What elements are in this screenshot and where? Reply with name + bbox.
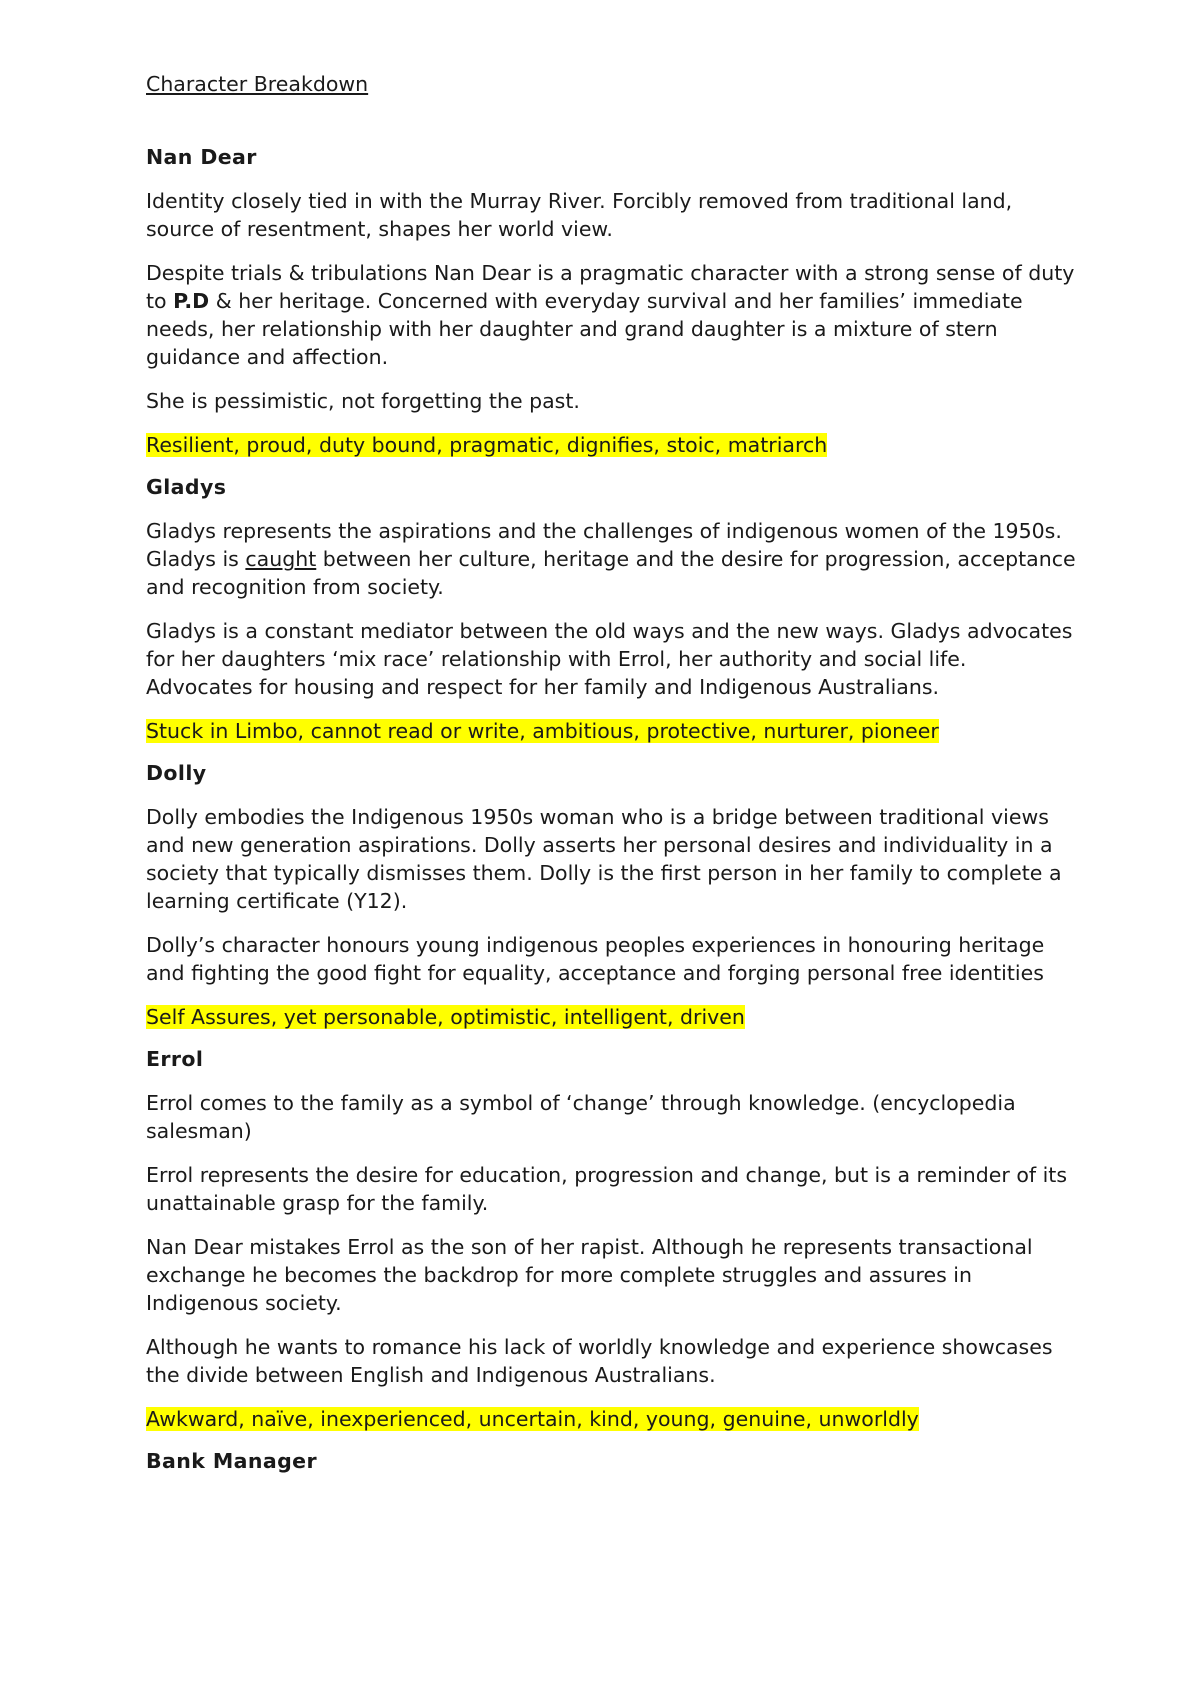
character-paragraph: Errol represents the desire for education, progression and change, but is a reminder of its unattainable grasp for the family. (146, 1163, 1068, 1215)
character-section-gladys (146, 473, 1076, 745)
paragraph-text: Gladys represents the aspirations and the challenges of indigenous women of the 1950s. Gladys is (146, 519, 1062, 571)
underlined-text: caught (245, 547, 317, 571)
character-paragraph: Identity closely tied in with the Murray River. Forcibly removed from traditional land, source of resentment, shapes her world view. (146, 189, 1013, 241)
character-paragraph: Although he wants to romance his lack of worldly knowledge and experience showcases the divide between English and Indigenous Australians. (146, 1335, 1053, 1387)
character-traits (146, 1405, 1076, 1433)
character-paragraph: Gladys is a constant mediator between the old ways and the new ways. Gladys advocates for her daughters ‘mix race’ relationship with Errol, her authority and social life. Advocates for housing and respect for her family and Indigenous Australians. (146, 619, 1073, 699)
paragraph-text: & her heritage. Concerned with everyday survival and her families’ immediate needs, her relationship with her daughter and grand daughter is a mixture of stern guidance and affection. (146, 289, 1023, 369)
character-paragraph (146, 517, 1076, 601)
highlighted-traits: Awkward, naïve, inexperienced, uncertain, kind, young, genuine, unworldly (146, 1407, 919, 1431)
highlighted-traits: Resilient, proud, duty bound, pragmatic, dignifies, stoic, matriarch (146, 433, 828, 457)
character-traits (146, 431, 1076, 459)
character-paragraph: Nan Dear mistakes Errol as the son of her rapist. Although he represents transactional exchange he becomes the backdrop for more complete struggles and assures in Indigenous society. (146, 1235, 1033, 1315)
paragraph-text: between her culture, heritage and the desire for progression, acceptance and recognition from society. (146, 547, 1076, 599)
character-name: Nan Dear (146, 145, 257, 169)
character-section-bank-manager (146, 1447, 1076, 1475)
character-name: Dolly (146, 761, 207, 785)
bold-text: P.D (173, 289, 210, 313)
highlighted-traits: Stuck in Limbo, cannot read or write, ambitious, protective, nurturer, pioneer (146, 719, 939, 743)
character-name: Gladys (146, 475, 227, 499)
character-paragraph: She is pessimistic, not forgetting the past. (146, 389, 580, 413)
document-content (146, 70, 1076, 1491)
character-traits (146, 1003, 1076, 1031)
character-paragraph: Errol comes to the family as a symbol of ‘change’ through knowledge. (encyclopedia salesman) (146, 1091, 1016, 1143)
character-name: Bank Manager (146, 1449, 317, 1473)
character-paragraph (146, 259, 1076, 371)
character-paragraph: Dolly’s character honours young indigenous peoples experiences in honouring heritage and fighting the good fight for equality, acceptance and forging personal free identities (146, 933, 1045, 985)
document-title: Character Breakdown (146, 72, 369, 96)
character-section-nan-dear (146, 143, 1076, 459)
paragraph-text: Despite trials & tribulations Nan Dear is a pragmatic character with a strong sense of duty to (146, 261, 1075, 313)
highlighted-traits: Self Assures, yet personable, optimistic, intelligent, driven (146, 1005, 745, 1029)
character-section-dolly (146, 759, 1076, 1031)
character-section-errol (146, 1045, 1076, 1433)
character-name: Errol (146, 1047, 204, 1071)
character-traits (146, 717, 1076, 745)
character-paragraph: Dolly embodies the Indigenous 1950s woman who is a bridge between traditional views and new generation aspirations. Dolly asserts her personal desires and individuality in a society that typically dismisses them. Dolly is the first person in her family to complete a learning certificate (Y12). (146, 805, 1062, 913)
